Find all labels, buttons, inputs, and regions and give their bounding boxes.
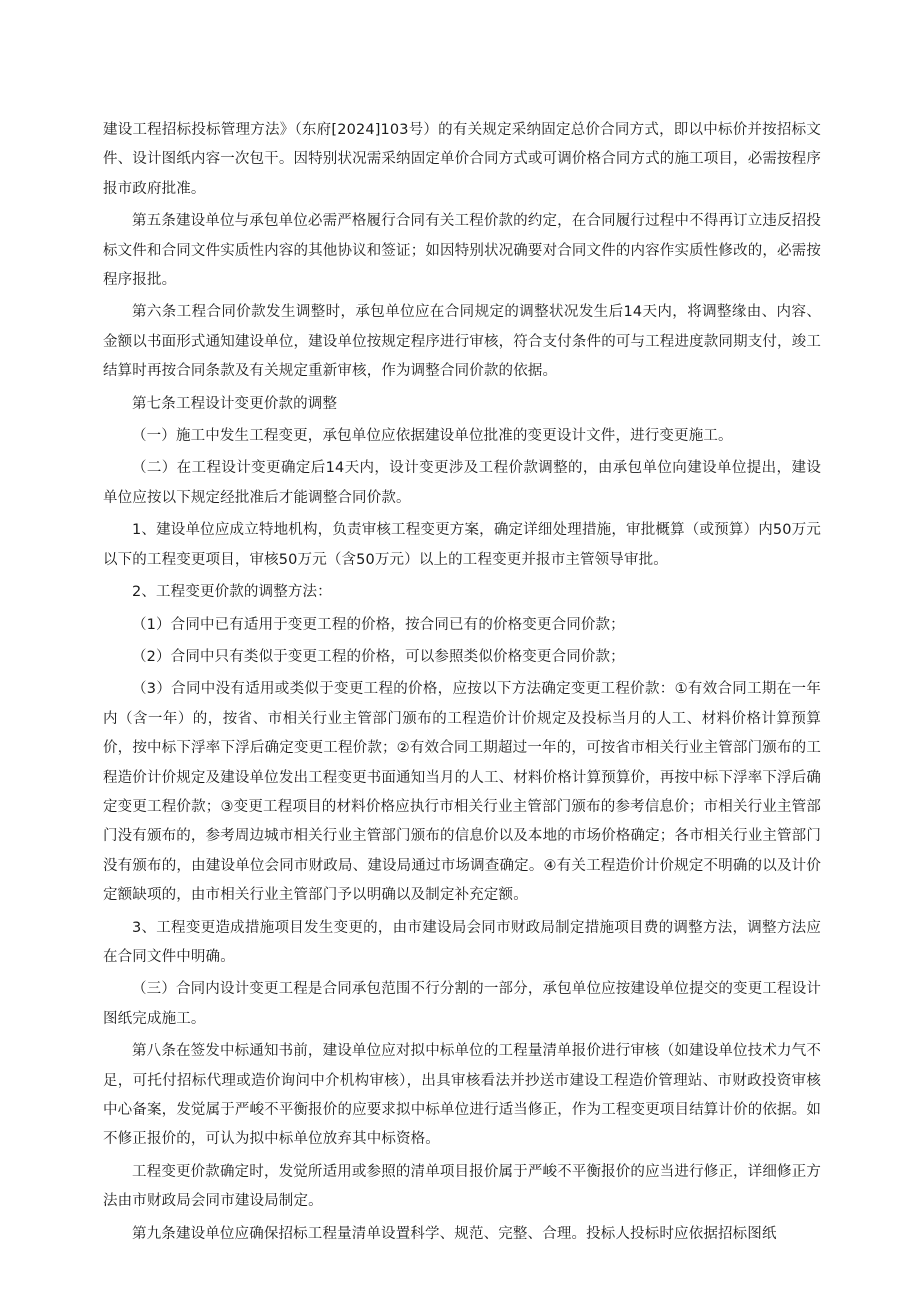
paragraph-item-1: （一）施工中发生工程变更，承包单位应依据建设单位批准的变更设计文件，进行变更施工。 [132, 428, 733, 445]
paragraph-subitem-2: 2、工程变更价款的调整方法： [132, 584, 332, 601]
paragraph-method-3: （3）合同中没有适用或类似于变更工程的价格，应按以下方法确定变更工程价款：①有效合同工期在一年内（含一年）的，按省、市相关行业主管部门颁布的工程造价计价规定及投标当月的人工、材料价格计算预算价，按中标下浮率下浮后确定变更工程价款；②有效合同工期超过一年的，可按省市相关行业主管部门颁布的工程造价计价规定及建设单位发出工程变更书面通知当月的人工、材料价格计算预算价，再按中标下浮率下浮后确定变更工程价款；③变更工程项目的材料价格应执行市相关行业主管部门颁布的参考信息价；市相关行业主管部门没有颁布的，参考周边城市相关行业主管部门颁布的信息价以及本地的市场价格确定；各市相关行业主管部门没有颁布的，由建设单位会同市财政局、建设局通过市场调查确定。④有关工程造价计价规定不明确的以及计价定额缺项的，由市相关行业主管部门予以明确以及制定补充定额。 [103, 681, 821, 904]
paragraph-article-8-supplement: 工程变更价款确定时，发觉所适用或参照的清单项目报价属于严峻不平衡报价的应当进行修正，详细修正方法由市财政局会同市建设局制定。 [103, 1163, 821, 1210]
paragraph-item-3: （三）合同内设计变更工程是合同承包范围不行分割的一部分，承包单位应按建设单位提交的变更工程设计图纸完成施工。 [103, 981, 821, 1027]
paragraph-subitem-3: 3、工程变更造成措施项目发生变更的，由市建设局会同市财政局制定措施项目费的调整方法，调整方法应在合同文件中明确。 [103, 919, 821, 965]
paragraph-item-2: （二）在工程设计变更确定后14天内，设计变更涉及工程价款调整的，由承包单位向建设单位提出，建设单位应按以下规定经批准后才能调整合同价款。 [103, 460, 821, 506]
paragraph-method-1: （1）合同中已有适用于变更工程的价格，按合同已有的价格变更合同价款； [132, 616, 625, 633]
paragraph-article-5: 第五条建设单位与承包单位必需严格履行合同有关工程价款的约定，在合同履行过程中不得再订立违反招投标文件和合同文件实质性内容的其他协议和签证；如因特别状况确要对合同文件的内容作实质性修改的，必需按程序报批。 [103, 213, 821, 289]
paragraph-article-8: 第八条在签发中标通知书前，建设单位应对拟中标单位的工程量清单报价进行审核（如建设单位技术力气不足，可托付招标代理或造价询问中介机构审核），出具审核看法并抄送市建设工程造价管理站、市财政投资审核中心备案，发觉属于严峻不平衡报价的应要求拟中标单位进行适当修正，作为工程变更项目结算计价的依据。如不修正报价的，可认为拟中标单位放弃其中标资格。 [103, 1043, 821, 1148]
paragraph-article-9: 第九条建设单位应确保招标工程量清单设置科学、规范、完整、合理。投标人投标时应依据招标图纸 [132, 1225, 777, 1242]
paragraph-article-6: 第六条工程合同价款发生调整时，承包单位应在合同规定的调整状况发生后14天内，将调整缘由、内容、金额以书面形式通知建设单位，建设单位按规定程序进行审核，符合支付条件的可与工程进度款同期支付，竣工结算时再按合同条款及有关规定重新审核，作为调整合同价款的依据。 [103, 304, 821, 380]
paragraph-method-2: （2）合同中只有类似于变更工程的价格，可以参照类似价格变更合同价款； [132, 648, 625, 665]
paragraph-continuation: 建设工程招标投标管理方法》（东府[2024]103号）的有关规定采纳固定总价合同方式，即以中标价并按招标文件、设计图纸内容一次包干。因特别状况需采纳固定单价合同方式或可调价格合同方式的施工项目，必需按程序报市政府批准。 [103, 122, 821, 197]
paragraph-subitem-1: 1、建设单位应成立特地机构，负责审核工程变更方案，确定详细处理措施，审批概算（或预算）内50万元以下的工程变更项目，审核50万元（含50万元）以上的工程变更并报市主管领导审批。 [103, 522, 821, 568]
paragraph-article-7-heading: 第七条工程设计变更价款的调整 [132, 395, 338, 412]
document-body [103, 116, 821, 1252]
